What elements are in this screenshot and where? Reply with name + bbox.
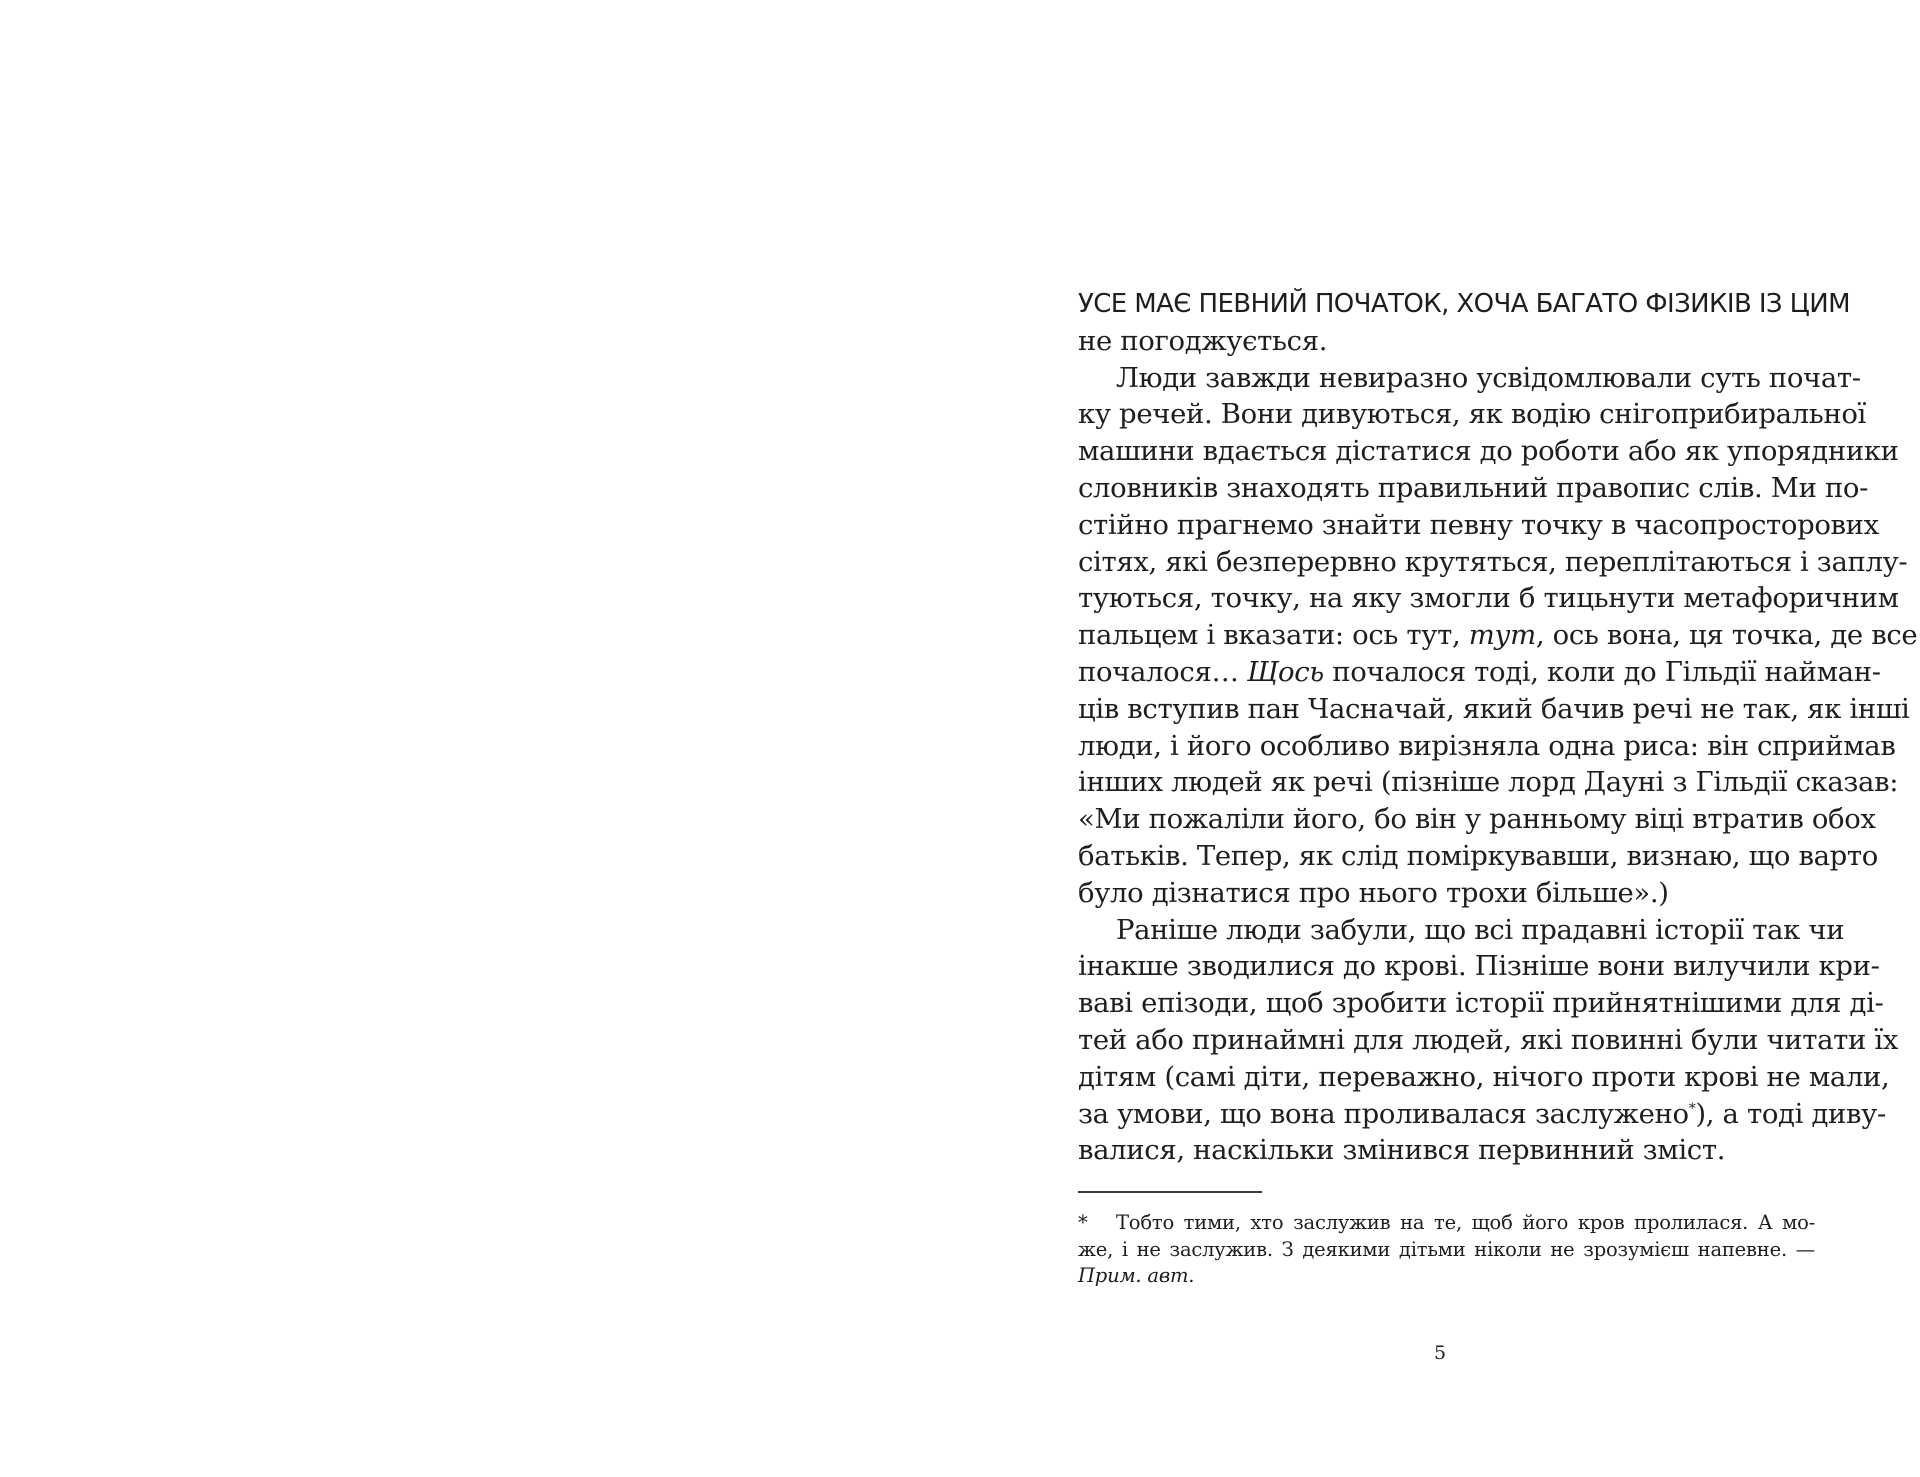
footnote-divider <box>1078 1191 1262 1193</box>
text-run: ), а тоді диву- <box>1695 1097 1886 1130</box>
footnote-line: же, і не заслужив. З деякими дітьми ніколи не зрозумієш напевне. — <box>1078 1237 1815 1261</box>
right-page <box>1078 286 1918 1287</box>
paragraph-1-line: «Ми пожаліли його, бо він у ранньому віці втратив обох <box>1078 803 1876 836</box>
italic-emphasis: тут <box>1468 619 1536 652</box>
text-run: пальцем і вказати: ось тут, <box>1078 619 1469 652</box>
text-run: за умови, що вона проливалася заслужено <box>1078 1097 1689 1130</box>
footnote-line <box>1078 1210 1815 1237</box>
paragraph-1-line: було дізнатися про нього трохи більше».) <box>1078 876 1669 909</box>
paragraph-2-line: валися, наскільки змінився первинний зміст. <box>1078 1134 1726 1167</box>
main-text <box>1078 286 1918 1169</box>
opening-line-caps: УСЕ МАЄ ПЕВНИЙ ПОЧАТОК, ХОЧА БАГАТО ФІЗИКІВ ІЗ ЦИМ <box>1078 289 1850 319</box>
paragraph-1-line: стійно прагнемо знайти певну точку в часопросторових <box>1078 508 1879 541</box>
paragraph-2-line: тей або принаймні для людей, які повинні були читати їх <box>1078 1023 1898 1056</box>
paragraph-2-line <box>1078 1096 1886 1133</box>
paragraph-1-line: машини вдається дістатися до роботи або як упорядники <box>1078 435 1899 468</box>
opening-line-2: не погоджується. <box>1078 324 1328 357</box>
page-number: 5 <box>1433 1342 1447 1364</box>
paragraph-1-line: сітях, які безперервно крутяться, переплітаються і заплу- <box>1078 545 1908 578</box>
paragraph-1-line: ку речей. Вони дивуються, як водію снігоприбиральної <box>1078 398 1866 431</box>
footnote <box>1078 1210 1815 1290</box>
text-run: почалося… <box>1078 655 1247 688</box>
footnote-reference: * <box>1688 1100 1696 1117</box>
paragraph-1-line: туються, точку, на яку змогли б тицьнути метафоричним <box>1078 582 1899 615</box>
paragraph-1-line <box>1078 654 1881 691</box>
paragraph-1-line: Люди завжди невиразно усвідомлювали суть почат- <box>1116 361 1861 394</box>
text-run: , ось вона, ця точка, де все <box>1535 619 1918 652</box>
paragraph-1-line: словників знаходять правильний правопис слів. Ми по- <box>1078 471 1869 504</box>
italic-emphasis: Щось <box>1246 655 1324 688</box>
text-run: Тобто тими, хто заслужив на те, щоб його кров пролилася. А мо- <box>1116 1211 1815 1234</box>
paragraph-2-line: дітям (самі діти, переважно, нічого проти крові не мали, <box>1078 1060 1890 1093</box>
paragraph-1-line <box>1078 617 1918 654</box>
paragraph-2-line: ваві епізоди, щоб зробити історії прийнятнішими для ді- <box>1078 987 1884 1020</box>
paragraph-1-line: батьків. Тепер, як слід поміркувавши, визнаю, що варто <box>1078 839 1878 872</box>
footnote-line <box>1078 1263 1815 1290</box>
paragraph-2-line: інакше зводилися до крові. Пізніше вони вилучили кри- <box>1078 950 1880 983</box>
footnote-marker: * <box>1078 1211 1088 1234</box>
paragraph-1-line: люди, і його особливо вирізняла одна риса: він сприймав <box>1078 729 1896 762</box>
paragraph-2-line: Раніше люди забули, що всі прадавні історії так чи <box>1116 913 1845 946</box>
footnote-attribution: Прим. авт. <box>1078 1264 1195 1287</box>
text-run: почалося тоді, коли до Гільдії найман- <box>1323 655 1881 688</box>
paragraph-1-line: ців вступив пан Часначай, який бачив речі не так, як інші <box>1078 692 1910 725</box>
paragraph-1-line: інших людей як речі (пізніше лорд Дауні з Гільдії сказав: <box>1078 766 1899 799</box>
